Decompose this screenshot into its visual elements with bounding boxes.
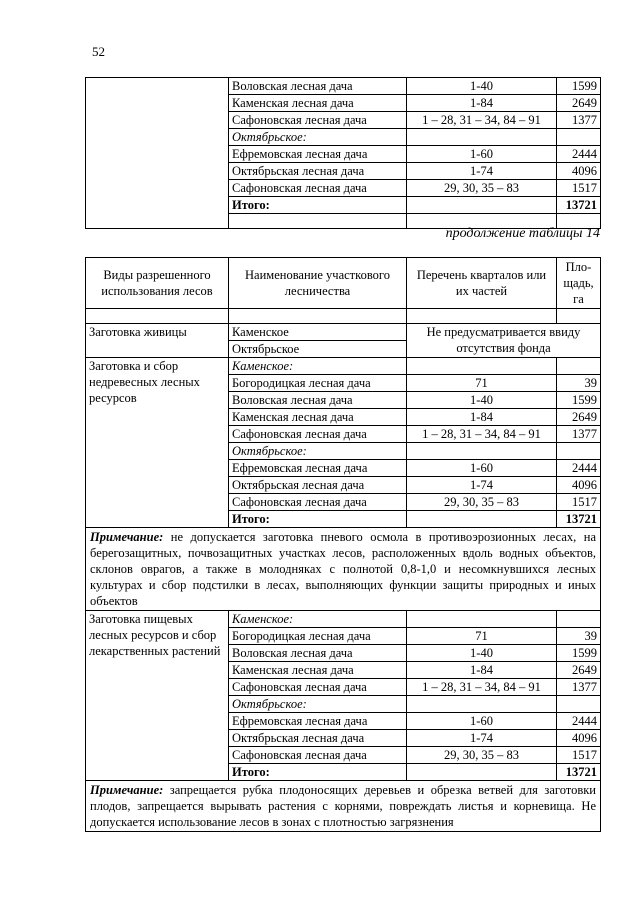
area-cell: 1517 [557,494,601,511]
quarters-cell: 29, 30, 35 – 83 [407,747,557,764]
forestry-name-cell: Сафоновская лесная дача [229,747,407,764]
quarters-cell: 71 [407,375,557,392]
total-area-cell: 13721 [557,764,601,781]
quarters-cell: 29, 30, 35 – 83 [407,494,557,511]
quarters-cell [407,611,557,628]
subgroup-label: Каменское: [229,611,407,628]
total-label: Итого: [229,197,407,214]
area-cell: 1517 [557,747,601,764]
area-cell: 2649 [557,95,601,112]
area-cell [557,129,601,146]
header-forestry-name: Наименование участкового лесничества [229,258,407,309]
quarters-cell: 1-74 [407,477,557,494]
page-number: 52 [92,44,105,59]
table-row [86,611,601,628]
use-type-cell: Заготовка живицы [86,324,229,358]
area-cell [557,696,601,713]
quarters-cell: 1-84 [407,662,557,679]
note-text: запрещается рубка плодоносящих деревьев и обрезка ветвей для заготовки плодов, запрещается вырывать растения с корнями, повреждать листья и корневища. Не допускается использование лесов в зонах с плотностью загрязнения [90,783,596,829]
top-table-fragment [85,77,601,229]
forestry-name-cell: Каменская лесная дача [229,409,407,426]
note-label: Примечание: [90,530,164,544]
forestry-name-cell: Ефремовская лесная дача [229,713,407,730]
quarters-cell: 1-74 [407,730,557,747]
quarters-cell: 1-84 [407,409,557,426]
forestry-name-cell: Воловская лесная дача [229,392,407,409]
quarters-cell: 1-60 [407,460,557,477]
area-cell: 1599 [557,645,601,662]
quarters-cell [407,443,557,460]
table-header-row [86,258,601,309]
quarters-cell: 1-40 [407,392,557,409]
use-type-cell: Заготовка и сбор недревесных лесных ресурсов [86,358,229,528]
area-cell: 1377 [557,679,601,696]
subgroup-label: Октябрьское: [229,129,407,146]
area-cell [557,443,601,460]
forestry-name-cell: Сафоновская лесная дача [229,180,407,197]
quarters-cell [407,129,557,146]
forestry-name-cell: Каменская лесная дача [229,95,407,112]
quarters-cell: 1-40 [407,78,557,95]
forestry-name-cell: Октябрьская лесная дача [229,730,407,747]
table-row [86,78,601,95]
area-cell: 39 [557,375,601,392]
quarters-cell [407,197,557,214]
area-cell: 2444 [557,713,601,730]
table-row [86,358,601,375]
quarters-cell: 1-60 [407,713,557,730]
forestry-name-cell: Воловская лесная дача [229,645,407,662]
area-cell: 4096 [557,730,601,747]
quarters-cell: 1 – 28, 31 – 34, 84 – 91 [407,112,557,129]
forestry-name-cell: Воловская лесная дача [229,78,407,95]
merged-note-cell: Не предусматривается ввиду отсутствия фонда [407,324,601,358]
subgroup-label: Каменское: [229,358,407,375]
quarters-cell: 1-84 [407,95,557,112]
quarters-cell: 1-60 [407,146,557,163]
quarters-cell [407,696,557,713]
quarters-cell [407,764,557,781]
quarters-cell: 1 – 28, 31 – 34, 84 – 91 [407,679,557,696]
forestry-name-cell: Сафоновская лесная дача [229,112,407,129]
forestry-name-cell: Каменское [229,324,407,341]
area-cell: 2649 [557,409,601,426]
table-row [86,324,601,341]
forestry-name-cell: Октябрьское [229,341,407,358]
note-cell [86,781,601,832]
area-cell: 1377 [557,426,601,443]
use-type-cell: Заготовка пищевых лесных ресурсов и сбор лекарственных растений [86,611,229,781]
note-row [86,781,601,832]
spacer-row [86,309,601,324]
forestry-name-cell: Каменская лесная дача [229,662,407,679]
total-area-cell: 13721 [557,511,601,528]
note-row [86,528,601,611]
area-cell: 4096 [557,163,601,180]
forestry-name-cell: Ефремовская лесная дача [229,146,407,163]
quarters-cell [407,358,557,375]
header-area: Пло-щадь, га [557,258,601,309]
forestry-name-cell: Октябрьская лесная дача [229,163,407,180]
quarters-cell: 1 – 28, 31 – 34, 84 – 91 [407,426,557,443]
note-cell [86,528,601,611]
area-cell [557,611,601,628]
area-cell: 2444 [557,146,601,163]
total-label: Итого: [229,511,407,528]
subgroup-label: Октябрьское: [229,443,407,460]
main-table [85,257,601,832]
area-cell: 2649 [557,662,601,679]
quarters-cell: 1-74 [407,163,557,180]
note-text: не допускается заготовка пневого осмола в противоэрозионных лесах, на берегозащитных, почвозащитных участках лесов, расположенных вдоль водных объектов, склонов оврагов, а также в молодняках с полнотой 0,8-1,0 и несомкнувшихся лесных культурах и сбор подстилки в лесах, выполняющих функции защиты природных и иных объектов [90,530,596,608]
area-cell: 1599 [557,78,601,95]
forestry-name-cell: Сафоновская лесная дача [229,426,407,443]
note-label: Примечание: [90,783,164,797]
quarters-cell: 1-40 [407,645,557,662]
quarters-cell: 29, 30, 35 – 83 [407,180,557,197]
forestry-name-cell: Сафоновская лесная дача [229,679,407,696]
empty-cell [86,78,229,229]
area-cell [557,358,601,375]
total-label: Итого: [229,764,407,781]
header-use-type: Виды разрешенного использования лесов [86,258,229,309]
continuation-caption: продолжение таблицы 14 [445,226,600,241]
forestry-name-cell: Ефремовская лесная дача [229,460,407,477]
subgroup-label: Октябрьское: [229,696,407,713]
area-cell: 39 [557,628,601,645]
area-cell: 4096 [557,477,601,494]
quarters-cell: 71 [407,628,557,645]
forestry-name-cell: Богородицкая лесная дача [229,628,407,645]
forestry-name-cell: Богородицкая лесная дача [229,375,407,392]
area-cell: 1517 [557,180,601,197]
total-area-cell: 13721 [557,197,601,214]
header-quarters-list: Перечень кварталов или их частей [407,258,557,309]
area-cell: 2444 [557,460,601,477]
quarters-cell [407,511,557,528]
forestry-name-cell: Октябрьская лесная дача [229,477,407,494]
area-cell: 1599 [557,392,601,409]
area-cell: 1377 [557,112,601,129]
forestry-name-cell: Сафоновская лесная дача [229,494,407,511]
